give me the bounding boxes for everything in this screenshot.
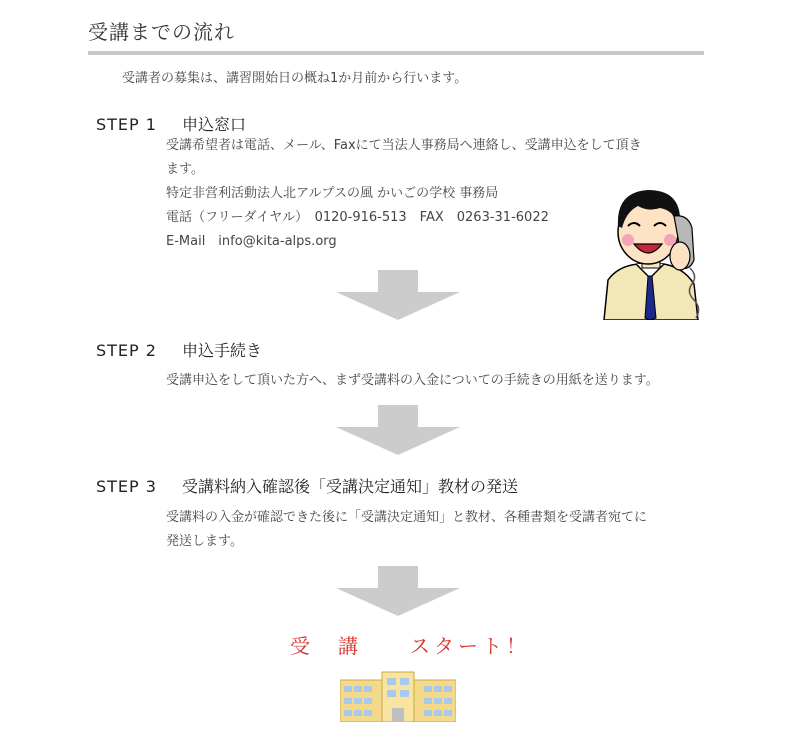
step-2-heading — [96, 338, 262, 361]
step-2-number: STEP 2 — [96, 341, 157, 360]
step-1-body — [166, 134, 642, 254]
school-building-icon — [340, 670, 456, 722]
down-arrow-icon — [336, 405, 460, 455]
step-3-title: 受講料納入確認後「受講決定通知」教材の発送 — [182, 477, 519, 496]
start-text: 受 講 スタート！ — [290, 634, 530, 658]
step-3-line: 発送します。 — [166, 534, 243, 549]
step-1-number: STEP 1 — [96, 115, 157, 134]
step-1-line: ます。 — [166, 162, 204, 177]
step-1-heading — [96, 112, 246, 135]
step-3-number: STEP 3 — [96, 477, 157, 496]
intro-text: 受講者の募集は、講習開始日の概ね1か月前から行います。 — [122, 71, 468, 86]
step-1-line: 受講希望者は電話、メール、Faxにて当法人事務局へ連絡し、受講申込をして頂き — [166, 138, 642, 153]
down-arrow-icon — [336, 566, 460, 616]
step-3-line: 受講料の入金が確認できた後に「受講決定通知」と教材、各種書類を受講者宛てに — [166, 510, 648, 525]
step-2-body — [166, 369, 659, 393]
page-title: 受講までの流れ — [88, 16, 704, 55]
down-arrow-icon — [336, 270, 460, 320]
step-1-line: E-Mail info@kita-alps.org — [166, 234, 337, 249]
step-1-title: 申込窓口 — [182, 115, 247, 134]
step-2-title: 申込手続き — [182, 341, 263, 360]
step-3-body — [166, 506, 647, 554]
step-2-line: 受講申込をして頂いた方へ、まず受講料の入金についての手続きの用紙を送ります。 — [166, 373, 659, 388]
step-1-line: 特定非営利活動法人北アルプスの風 かいごの学校 事務局 — [166, 186, 499, 201]
phone-man-illustration — [598, 180, 704, 320]
step-1-line: 電話（フリーダイヤル） 0120-916-513 FAX 0263-31-6022 — [166, 210, 549, 225]
step-3-heading — [96, 474, 518, 497]
